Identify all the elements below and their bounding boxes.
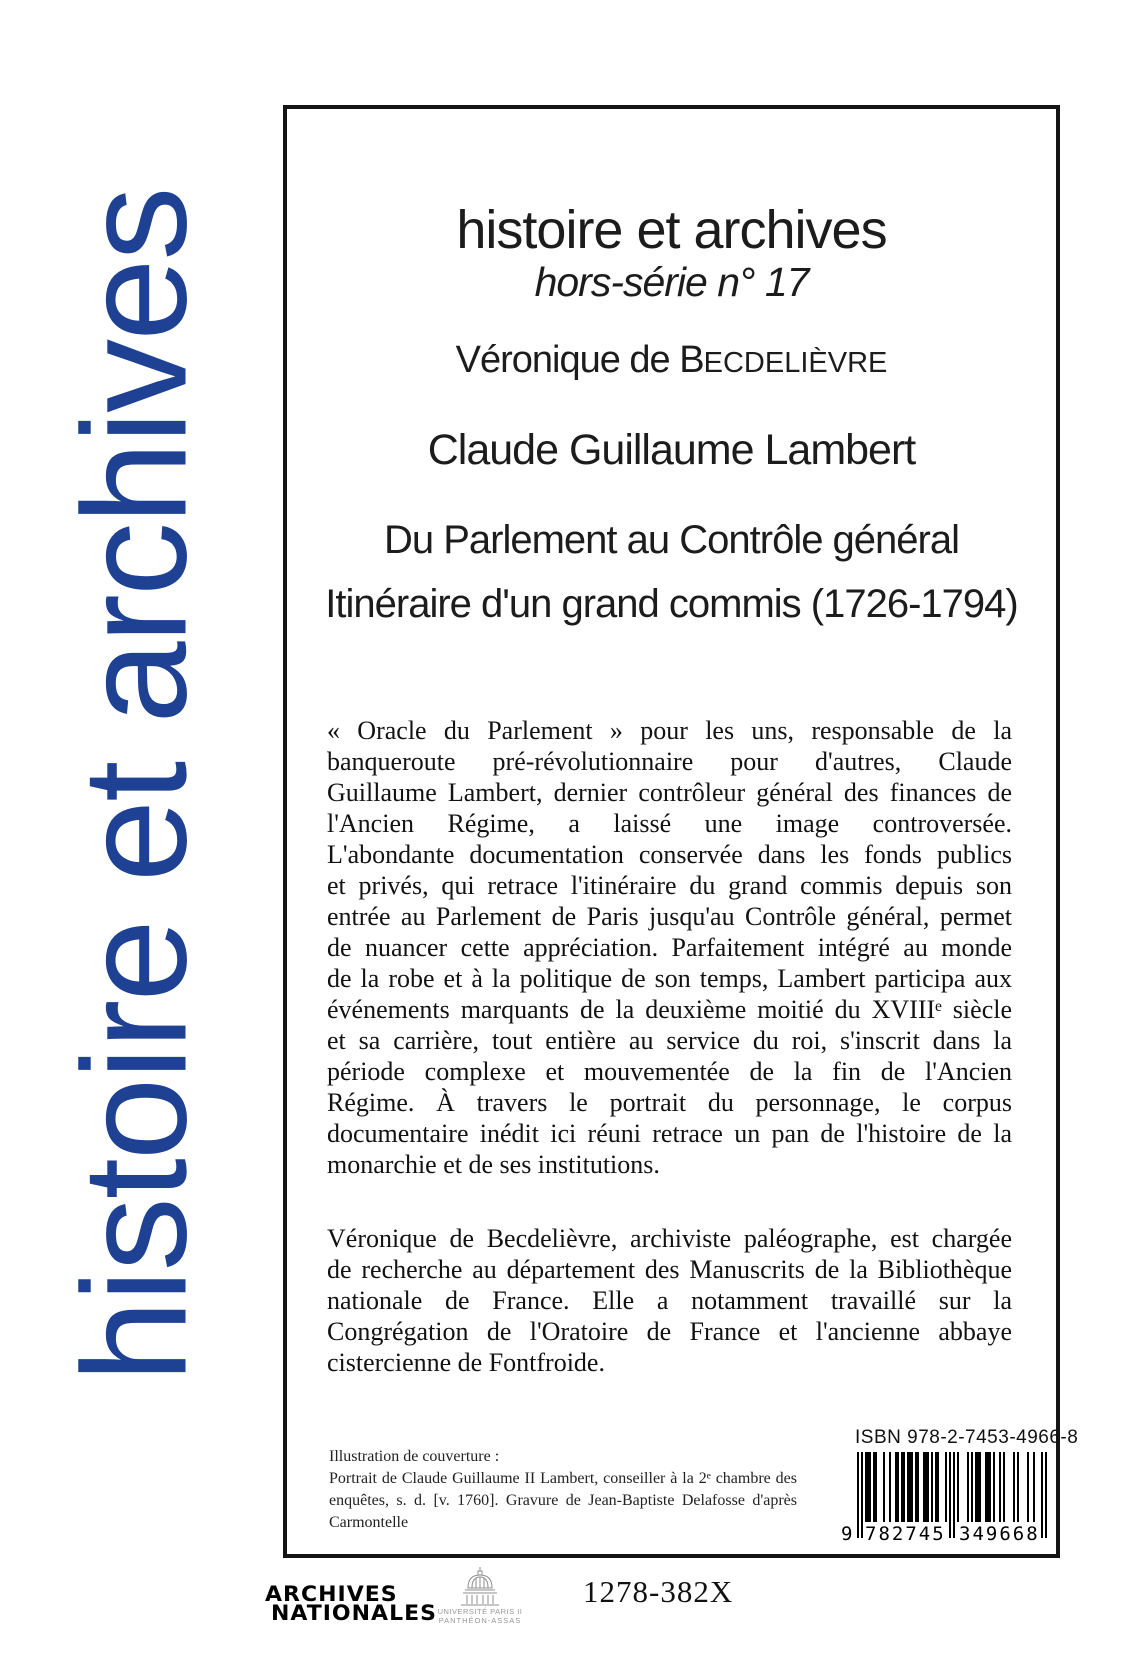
credit-line: enquêtes, s. d. [v. 1760]. Gravure de Jean-Baptiste Delafosse d'après	[329, 1492, 797, 1509]
archives-nationales-logo	[265, 1583, 437, 1626]
blurb-line: de nuancer cette appréciation. Parfaitement intégré au monde	[327, 933, 1012, 962]
credit-line: Portrait de Claude Guillaume II Lambert, conseiller à la 2ᵉ chambre des	[329, 1470, 797, 1487]
blurb-line: documentaire inédit ici réuni retrace un pan de l'histoire de la	[327, 1119, 1012, 1148]
journal-title: histoire et archives	[456, 200, 887, 260]
ean-digit-first: 9	[841, 1523, 853, 1545]
university-name-line1: UNIVERSITÉ PARIS II	[437, 1607, 523, 1616]
blurb-line: événements marquants de la deuxième moitié du XVIIIᵉ siècle	[327, 995, 1012, 1024]
blurb-line: l'Ancien Régime, a laissé une image controversée.	[327, 809, 1012, 838]
pantheon-dome-icon	[458, 1566, 502, 1606]
issn-number: 1278-382X	[583, 1574, 734, 1609]
blurb-line: période complexe et mouvementée de la fin de l'Ancien	[327, 1057, 1012, 1086]
issue-number: hors-série n° 17	[534, 259, 809, 305]
universite-paris2-logo	[430, 1566, 530, 1625]
blurb-line: Guillaume Lambert, dernier contrôleur général des finances de	[327, 778, 1012, 807]
blurb-line: de la robe et à la politique de son temps, Lambert participa aux	[327, 964, 1012, 993]
blurb-line: entrée au Parlement de Paris jusqu'au Contrôle général, permet	[327, 902, 1012, 931]
author-first-names: Véronique de	[455, 339, 680, 381]
author-surname-initial: B	[679, 339, 704, 381]
blurb-line: L'abondante documentation conservée dans les fonds publics	[327, 840, 1012, 869]
bio-line: cistercienne de Fontfroide.	[327, 1348, 605, 1377]
book-title: Claude Guillaume Lambert	[427, 426, 916, 474]
ean-barcode-wrap	[841, 1452, 1053, 1545]
bio-line: Congrégation de l'Oratoire de France et l'ancienne abbaye	[327, 1317, 1012, 1346]
blurb-line: « Oracle du Parlement » pour les uns, responsable de la	[327, 716, 1012, 745]
ean-digits-left: 782745	[865, 1523, 946, 1545]
spine-title: histoire et archives	[52, 188, 218, 1383]
archives-nationales-line2: NATIONALES	[271, 1602, 437, 1626]
university-name-line2: PANTHÉON-ASSAS	[438, 1616, 522, 1625]
bio-line: de recherche au département des Manuscrits de la Bibliothèque	[327, 1255, 1012, 1284]
credit-line: Illustration de couverture :	[329, 1448, 500, 1465]
subtitle-line2: Itinéraire d'un grand commis (1726-1794)	[325, 582, 1018, 626]
archives-nationales-line1: ARCHIVES	[265, 1583, 398, 1607]
blurb-line: Régime. À travers le portrait du personnage, le corpus	[327, 1088, 1012, 1117]
bio-paragraph	[327, 1223, 1012, 1378]
blurb-paragraph	[327, 715, 1012, 1180]
ean-digits-right: 349668	[959, 1523, 1040, 1545]
author-surname-smallcaps: ECDELIÈVRE	[703, 347, 888, 379]
subtitle-line1: Du Parlement au Contrôle général	[383, 518, 959, 562]
credit-line: Carmontelle	[329, 1514, 409, 1531]
blurb-line: et sa carrière, tout entière au service du roi, s'inscrit dans la	[327, 1026, 1012, 1055]
blurb-line: monarchie et de ses institutions.	[327, 1150, 660, 1179]
isbn-barcode-block	[841, 1427, 1079, 1545]
bio-line: Véronique de Becdelièvre, archiviste paléographe, est chargée	[327, 1224, 1012, 1253]
blurb-line: et privés, qui retrace l'itinéraire du grand commis depuis son	[327, 871, 1012, 900]
cover-frame	[283, 105, 1079, 1558]
bio-line: nationale de France. Elle a notamment travaillé sur la	[327, 1286, 1012, 1315]
blurb-line: banqueroute pré-révolutionnaire pour d'autres, Claude	[327, 747, 1012, 776]
cover-illustration-credit	[329, 1446, 797, 1534]
isbn-label: ISBN 978-2-7453-4966-8	[855, 1427, 1079, 1448]
author-name	[287, 339, 1056, 382]
